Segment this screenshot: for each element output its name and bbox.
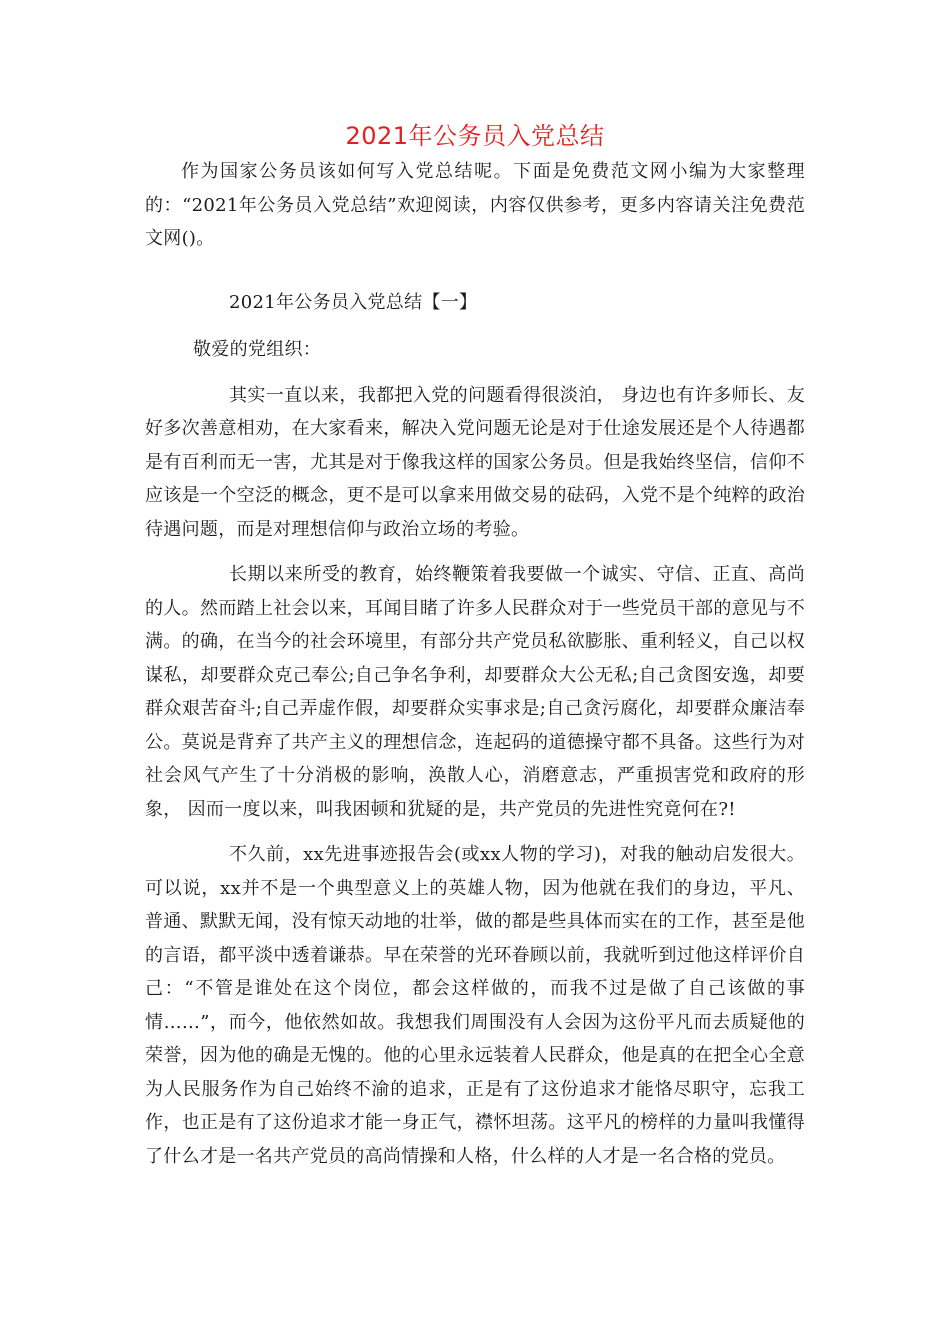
body-paragraph: 其实一直以来，我都把入党的问题看得很淡泊， 身边也有许多师长、友好多次善意相劝，在大家看来，解决入党问题无论是对于仕途发展还是个人待遇都是有百利而无一害，尤其是对于像我这样的国家公务员。但是我始终坚信，信仰不应该是一个空泛的概念，更不是可以拿来用做交易的砝码，入党不是个纯粹的政治待遇问题，而是对理想信仰与政治立场的考验。 xyxy=(145,384,805,540)
body-paragraph: 不久前，xx先进事迹报告会(或xx人物的学习)，对我的触动启发很大。可以说，xx并不是一个典型意义上的英雄人物，因为他就在我们的身边，平凡、普通、默默无闻，没有惊天动地的壮举，做的都是些具体而实在的工作，甚至是他的言语，都平淡中透着谦恭。早在荣誉的光环眷顾以前，我就听到过他这样评价自己：“不管是谁处在这个岗位，都会这样做的，而我不过是做了自己该做的事情……”，而今，他依然如故。我想我们周围没有人会因为这份平凡而去质疑他的荣誉，因为他的确是无愧的。他的心里永远装着人民群众，他是真的在把全心全意为人民服务作为自己始终不渝的追求，正是有了这份追求才能恪尽职守，忘我工作，也正是有了这份追求才能一身正气，襟怀坦荡。这平凡的榜样的力量叫我懂得了什么才是一名共产党员的高尚情操和人格，什么样的人才是一名合格的党员。 xyxy=(145,844,805,1167)
salutation: 敬爱的党组织： xyxy=(193,339,322,360)
section-heading: 2021年公务员入党总结【一】 xyxy=(229,291,478,313)
intro-paragraph: 作为国家公务员该如何写入党总结呢。下面是免费范文网小编为大家整理的：“2021年公务员入党总结”欢迎阅读，内容仅供参考，更多内容请关注免费范文网()。 xyxy=(145,161,805,249)
document-title: 2021年公务员入党总结 xyxy=(345,122,605,150)
body-paragraph: 长期以来所受的教育，始终鞭策着我要做一个诚实、守信、正直、高尚的人。然而踏上社会以来，耳闻目睹了许多人民群众对于一些党员干部的意见与不满。的确，在当今的社会环境里，有部分共产党员私欲膨胀、重利轻义，自己以权谋私，却要群众克己奉公;自己争名争利，却要群众大公无私;自己贪图安逸，却要群众艰苦奋斗;自己弄虚作假，却要群众实事求是;自己贪污腐化，却要群众廉洁奉公。莫说是背弃了共产主义的理想信念，连起码的道德操守都不具备。这些行为对社会风气产生了十分消极的影响，涣散人心，消磨意志，严重损害党和政府的形象， 因而一度以来，叫我困顿和犹疑的是，共产党员的先进性究竟何在?! xyxy=(145,564,805,820)
document-body xyxy=(145,155,805,1173)
